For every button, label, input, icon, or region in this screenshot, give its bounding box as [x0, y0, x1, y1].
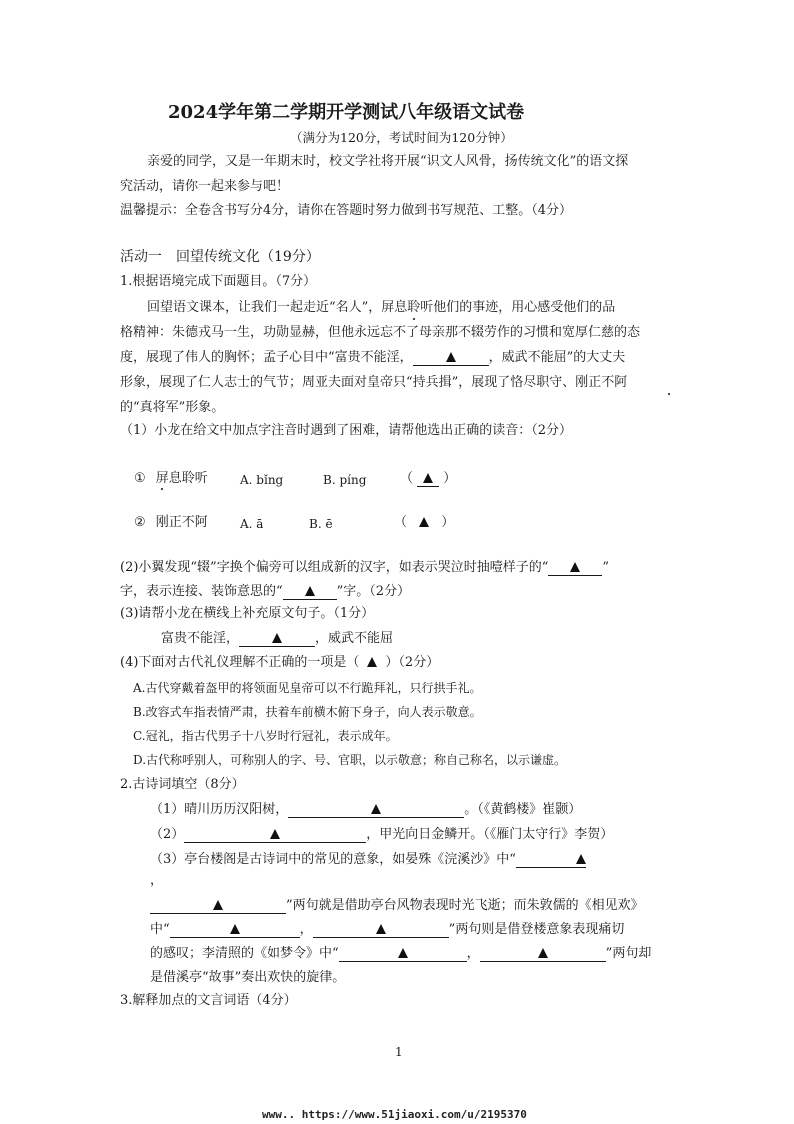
q1-sub-2-line-2 — [120, 584, 410, 600]
emphasis-dot — [413, 318, 415, 320]
emphasis-dot — [161, 488, 163, 490]
q1-sub-2-text: ”字。（2分） — [336, 584, 411, 599]
q1-sub-3-text: ，威武不能屈 — [315, 631, 394, 646]
intro-tip: 温馨提示：全卷含书写分4分，请你在答题时努力做到书写规范、工整。（4分） — [120, 203, 573, 218]
q1-sub-2-text: (2)小翼发现“辍”字换个偏旁可以组成新的汉字，如表示哭泣时抽噎样子的“ — [120, 560, 549, 575]
option-row-word: 刚正不阿 — [155, 515, 208, 530]
q2-line-3 — [150, 852, 586, 868]
q1-option-row-1 — [134, 471, 208, 487]
q2-text: ”两句则是借登楼意象表现痛切 — [448, 922, 625, 937]
q2-text: ”两句就是借助亭台风物表现时光飞逝；而朱敦儒的《相见欢》 — [286, 898, 644, 913]
q2-text: 。（《黄鹤楼》崔颢） — [464, 802, 582, 817]
q1-stem: 1.根据语境完成下面题目。（7分） — [120, 274, 317, 289]
q2-text: 的感叹；李清照的《如梦令》中“ — [150, 946, 339, 961]
q2-blank-2[interactable] — [184, 828, 366, 843]
q2-line-3-comma: ， — [150, 873, 164, 888]
page-number: 1 — [395, 1045, 403, 1059]
q1-sub-4-text: (4)下面对古代礼仪理解不正确的一项是（ — [120, 655, 360, 670]
answer-triangle-icon — [446, 352, 456, 362]
answer-triangle-icon — [570, 562, 580, 572]
q1-sub-4-option-b[interactable]: B.改容式车指表情严肃，扶着车前横木俯下身子，向人表示敬意。 — [133, 705, 482, 719]
q2-line-1 — [150, 802, 581, 818]
q1-sub-4-option-c[interactable]: C.冠礼，指古代男子十八岁时行冠礼，表示成年。 — [133, 729, 398, 743]
q1-passage-line-3-end: ，威武不能屈”的大丈夫 — [488, 350, 626, 365]
q1-passage-answer-blank[interactable] — [413, 351, 489, 366]
q1-sub-2-blank-1[interactable] — [548, 561, 602, 576]
q2-line-5 — [150, 922, 624, 938]
q2-blank-5[interactable] — [170, 923, 300, 938]
q2-text: （2） — [150, 827, 185, 842]
q2-line-4 — [150, 898, 644, 914]
q1-sub-4-option-a[interactable]: A.古代穿戴着盔甲的将领面见皇帝可以不行跪拜礼，只行拱手礼。 — [133, 681, 482, 695]
q2-blank-1[interactable] — [288, 803, 464, 818]
q2-stem: 2.古诗词填空（8分） — [120, 777, 245, 792]
exam-title: 2024学年第二学期开学测试八年级语文试卷 — [168, 102, 525, 123]
q1-passage-line-3-start: 度，展现了伟人的胸怀；孟子心目中“富贵不能淫， — [120, 350, 413, 365]
activity-1-heading: 活动一 回望传统文化（19分） — [120, 249, 320, 265]
intro-line-1: 亲爱的同学，又是一年期末时，校文学社将开展“识文人风骨，扬传统文化”的语文探 — [147, 154, 629, 169]
q1-sub-1: （1）小龙在给文中加点字注音时遇到了困难，请帮他选出正确的读音：（2分） — [120, 423, 573, 438]
answer-triangle-icon — [213, 900, 223, 910]
q1-sub-3-text: 富贵不能淫， — [161, 631, 240, 646]
q2-line-2 — [150, 827, 613, 843]
q1-option-2-b[interactable]: B. ē — [309, 517, 333, 531]
q1-sub-2-blank-2[interactable] — [283, 585, 337, 600]
answer-triangle-icon[interactable] — [367, 657, 377, 667]
answer-triangle-icon — [576, 854, 586, 864]
answer-triangle-icon — [305, 586, 315, 596]
q2-blank-4[interactable] — [150, 899, 286, 914]
q1-sub-3-sentence — [161, 631, 393, 647]
q2-text: ， — [466, 946, 480, 961]
q3-stem: 3.解释加点的文言词语（4分） — [120, 993, 297, 1008]
answer-triangle-icon — [272, 633, 282, 643]
answer-triangle-icon — [270, 829, 280, 839]
q1-sub-2-quote: ” — [602, 560, 610, 575]
answer-triangle-icon — [398, 948, 408, 958]
q1-sub-3-blank[interactable] — [239, 632, 315, 647]
q1-sub-4-option-d[interactable]: D.古代称呼别人，可称别人的字、号、官职，以示敬意；称自己称名，以示谦虚。 — [133, 753, 567, 767]
q2-text: 中“ — [150, 922, 170, 937]
q2-text: ”两句却 — [605, 946, 652, 961]
q1-option-2-a[interactable]: A. ā — [240, 517, 264, 531]
option-row-word: 屏息聆听 — [155, 471, 208, 486]
q1-option-1-b[interactable]: B. píng — [323, 473, 367, 487]
q2-blank-6[interactable] — [313, 923, 449, 938]
answer-triangle-icon — [538, 948, 548, 958]
footer-watermark[interactable]: www.. https://www.51jiaoxi.com/u/2195370 — [262, 1108, 527, 1121]
emphasis-dot — [668, 393, 670, 395]
answer-triangle-icon — [230, 924, 240, 934]
answer-triangle-icon — [419, 517, 429, 527]
q1-sub-4-text: ）（2分） — [385, 655, 440, 670]
q1-sub-2-text: 字，表示连接、装饰意思的“ — [120, 584, 283, 599]
q1-sub-3: (3)请帮小龙在横线上补充原文句子。（1分） — [120, 606, 375, 621]
q2-blank-8[interactable] — [480, 947, 606, 962]
q1-option-2-answer[interactable]: （ ） — [394, 515, 455, 530]
q1-option-row-2 — [134, 515, 208, 531]
answer-triangle-icon — [423, 473, 433, 483]
q2-text: ，甲光向日金鳞开。（《雁门太守行》李贺） — [366, 827, 614, 842]
q2-blank-3[interactable] — [516, 853, 586, 868]
intro-line-2: 究活动，请你一起来参与吧！ — [120, 179, 290, 194]
q1-passage-line-4: 形象，展现了仁人志士的气节；周亚夫面对皇帝只“持兵揖”，展现了恪尽职守、刚正不阿 — [120, 375, 628, 390]
option-row-number: ② — [134, 515, 146, 530]
q2-text: （1）晴川历历汉阳树， — [150, 802, 289, 817]
q1-sub-2-line-1 — [120, 560, 609, 576]
answer-blank[interactable] — [417, 472, 439, 487]
q2-text: （3）亭台楼阁是古诗词中的常见的意象，如晏殊《浣溪沙》中“ — [150, 852, 516, 867]
q1-passage-line-5: 的“真将军”形象。 — [120, 400, 225, 415]
q2-blank-7[interactable] — [339, 947, 467, 962]
q1-sub-4 — [120, 655, 439, 671]
q1-passage-line-1: 回望语文课本，让我们一起走近“名人”，屏息聆听他们的事迹，用心感受他们的品 — [147, 300, 616, 315]
q2-line-7: 是借溪亭“故事”奏出欢快的旋律。 — [150, 970, 346, 985]
answer-triangle-icon — [371, 804, 381, 814]
q1-passage-line-3 — [120, 350, 625, 366]
option-row-number: ① — [134, 471, 146, 486]
q2-line-6 — [150, 946, 651, 962]
exam-subtitle: （满分为120分，考试时间为120分钟） — [290, 130, 513, 145]
answer-triangle-icon — [376, 924, 386, 934]
q1-option-1-a[interactable]: A. bǐng — [240, 473, 284, 487]
q1-passage-line-2: 格精神：朱德戎马一生，功勋显赫，但他永远忘不了母亲那不辍劳作的习惯和宽厚仁慈的态 — [120, 325, 641, 340]
q1-option-1-answer[interactable]: （ ） — [400, 471, 457, 486]
q2-text: ， — [299, 922, 313, 937]
